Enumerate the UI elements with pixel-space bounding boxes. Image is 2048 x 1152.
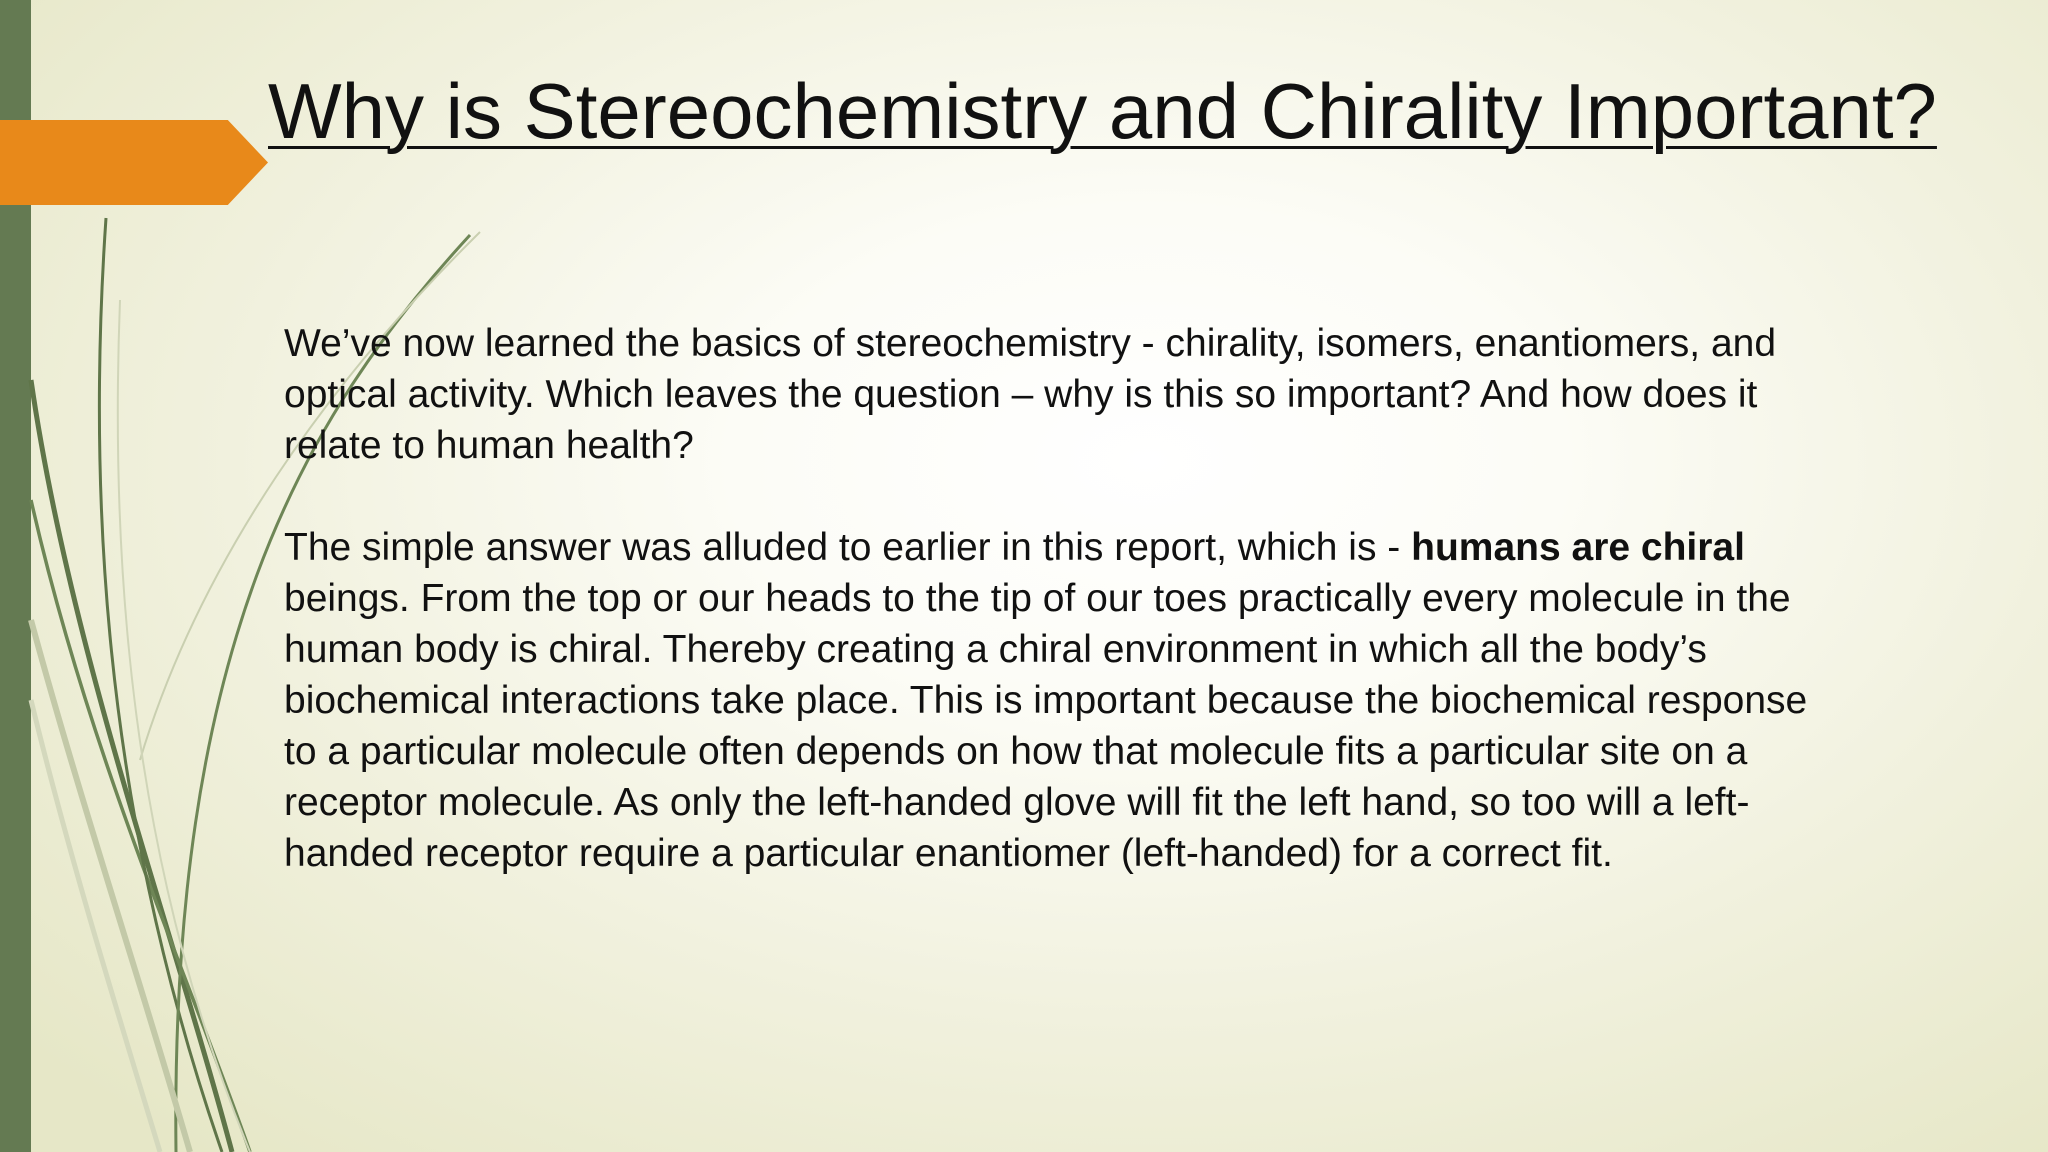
paragraph-line: human body is chiral. Thereby creating a chiral environment in which all the body’s <box>284 628 1707 671</box>
slide-title: Why is Stereochemistry and Chirality Important? <box>268 67 1937 155</box>
paragraph-line: to a particular molecule often depends on how that molecule fits a particular site on a <box>284 730 1748 773</box>
paragraph-line: We’ve now learned the basics of stereochemistry - chirality, isomers, enantiomers, and <box>284 322 1777 365</box>
orange-arrow-banner <box>0 120 268 205</box>
paragraph-intro <box>284 318 1984 471</box>
answer-prefix: The simple answer was alluded to earlier in this report, which is - <box>284 526 1412 569</box>
paragraph-line: receptor molecule. As only the left-handed glove will fit the left hand, so too will a left- <box>284 781 1750 824</box>
paragraph-line: relate to human health? <box>284 424 694 467</box>
paragraph-line: handed receptor require a particular enantiomer (left-handed) for a correct fit. <box>284 832 1613 875</box>
paragraph-line: optical activity. Which leaves the question – why is this so important? And how does it <box>284 373 1758 416</box>
paragraph-answer <box>284 522 1984 879</box>
emphasis-humans-are-chiral: humans are chiral <box>1411 526 1745 569</box>
paragraph-line <box>284 522 1984 573</box>
paragraph-line: beings. From the top or our heads to the tip of our toes practically every molecule in the <box>284 577 1791 620</box>
slide-body <box>284 318 1984 930</box>
paragraph-line: biochemical interactions take place. This is important because the biochemical response <box>284 679 1808 722</box>
